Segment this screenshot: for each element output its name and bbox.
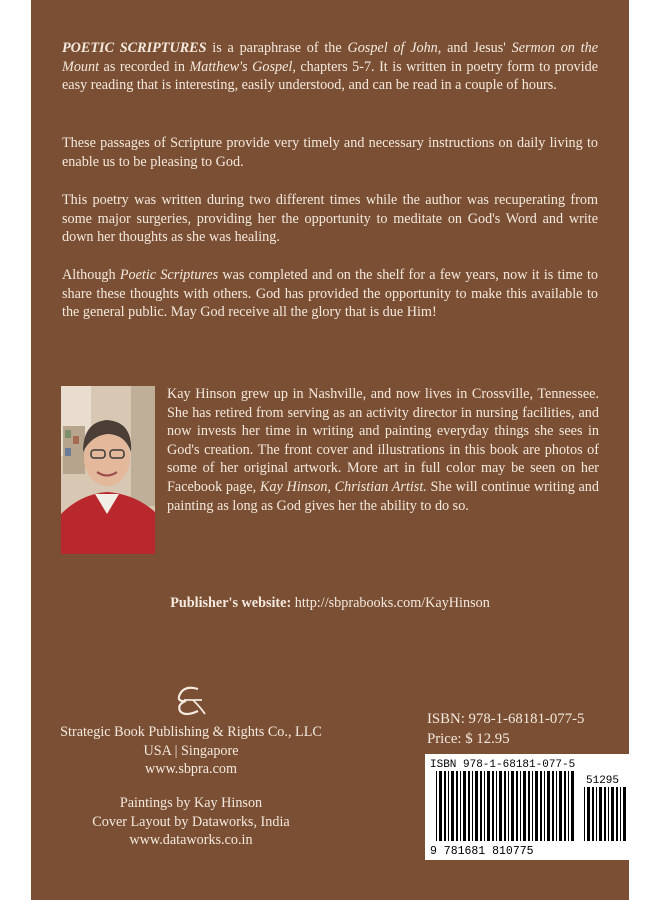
barcode-main-bars — [436, 771, 574, 841]
publisher-website-line — [31, 595, 629, 612]
barcode-bar — [608, 787, 609, 841]
barcode-bar — [592, 787, 594, 841]
barcode-bar — [540, 771, 542, 841]
barcode-isbn-text: ISBN 978-1-68181-077-5 — [430, 759, 576, 771]
barcode-bar — [604, 787, 606, 841]
barcode-bar — [544, 771, 545, 841]
publisher-web: www.sbpra.com — [144, 761, 238, 778]
text-span: is a paraphrase of the — [206, 40, 348, 56]
publisher-info — [51, 723, 331, 779]
barcode-graphic — [426, 755, 634, 859]
publisher-logo-icon — [171, 684, 211, 716]
barcode-bar — [596, 787, 597, 841]
barcode-bar — [492, 771, 494, 841]
barcode-bar — [444, 771, 446, 841]
text-span: and Jesus' — [441, 40, 512, 56]
author-bio — [167, 385, 599, 515]
paintings-credit: Paintings by Kay Hinson — [119, 795, 263, 811]
barcode-bar — [611, 787, 614, 841]
barcode-bar — [520, 771, 521, 841]
book-title-inline: Poetic Scriptures — [119, 267, 219, 283]
barcode-bar — [463, 771, 466, 841]
isbn-line: ISBN: 978-1-68181-077-5 — [427, 711, 585, 727]
description-paragraph-3: This poetry was written during two different times while the author was recuperating from some major surgeries, providing her the opportunity to meditate on God's Word and write down her thoughts as she was healing. — [62, 192, 598, 246]
layout-web: www.dataworks.co.in — [129, 832, 253, 849]
description-paragraph-4 — [62, 266, 598, 322]
barcode-bar — [480, 771, 482, 841]
barcode-addon-digits: 51295 — [586, 775, 620, 787]
barcode-bar — [468, 771, 470, 841]
barcode-bar — [484, 771, 485, 841]
text-span: was completed and on the shelf for a few years, now it is time to share these thoughts with others. God has provided the opportunity to make this available to the general public. May God receive all the glory that is due Him! — [62, 267, 598, 321]
barcode-bar — [599, 787, 602, 841]
barcode-bar — [552, 771, 554, 841]
text-span: Kay Hinson grew up in Nashville, and now lives in Crossville, Tennessee. She has retired from serving as an activity director in nursing facilities, and now invests her time in writing and painting everyday things she sees in God's creation. The front cover and illustrations in this book are photos of some of her original artwork. More art in full color may be seen on her Facebook page, — [167, 386, 599, 495]
credits — [51, 794, 331, 850]
text-span: She will continue writing and painting as long as God gives her the ability to do so. — [167, 478, 599, 514]
barcode-bar — [535, 771, 538, 841]
barcode-bar — [571, 771, 574, 841]
barcode-bar — [460, 771, 461, 841]
matthews-gospel: Matthew's Gospel, — [189, 58, 296, 75]
barcode-bar — [623, 787, 626, 841]
barcode-bar — [556, 771, 557, 841]
barcode-bar — [508, 771, 509, 841]
barcode-bar — [584, 787, 585, 841]
barcode-bar — [504, 771, 506, 841]
barcode-bar — [511, 771, 514, 841]
barcode-bar — [523, 771, 526, 841]
back-cover — [31, 0, 629, 900]
description-paragraph-1 — [62, 39, 598, 95]
barcode-bar — [487, 771, 490, 841]
barcode-ean-digits: 9 781681 810775 — [430, 845, 534, 858]
barcode-bar — [559, 771, 562, 841]
publisher-location: USA | Singapore — [143, 742, 239, 759]
barcode-bar — [456, 771, 458, 841]
barcode-bar — [568, 771, 569, 841]
barcode-addon-bars — [584, 787, 626, 841]
book-title: POETIC SCRIPTURES — [62, 40, 207, 56]
barcode-bar — [496, 771, 497, 841]
barcode-bar — [472, 771, 473, 841]
barcode-bar — [499, 771, 502, 841]
barcode-bar — [439, 771, 442, 841]
barcode-bar — [547, 771, 550, 841]
barcode-bar — [620, 787, 621, 841]
facebook-page-name: Kay Hinson, Christian Artist. — [259, 478, 427, 495]
barcode-bar — [451, 771, 454, 841]
description-paragraph-2: These passages of Scripture provide very timely and necessary instructions on daily living to enable us to be pleasing to God. — [62, 135, 598, 170]
price-line: Price: $ 12.95 — [427, 731, 510, 747]
text-span: as recorded in — [99, 58, 190, 75]
barcode-bar — [564, 771, 566, 841]
sermon-on-the-mount: Sermon on the Mount — [62, 40, 598, 75]
publisher-website-label: Publisher's website: — [170, 595, 292, 611]
layout-credit: Cover Layout by Dataworks, India — [92, 813, 290, 830]
author-photo — [61, 386, 155, 554]
barcode-bar — [528, 771, 530, 841]
barcode-bar — [516, 771, 518, 841]
barcode-bar — [475, 771, 478, 841]
barcode-bar — [616, 787, 618, 841]
barcode-bar — [448, 771, 449, 841]
publisher-website-url: http://sbprabooks.com/KayHinson — [291, 595, 490, 611]
barcode-bar — [532, 771, 533, 841]
publisher-name: Strategic Book Publishing & Rights Co., LLC — [60, 724, 322, 740]
gospel-of-john: Gospel of John, — [347, 40, 442, 56]
barcode-bar — [436, 771, 437, 841]
barcode — [425, 754, 635, 860]
isbn-price — [427, 709, 584, 749]
barcode-bar — [587, 787, 590, 841]
text-span: Although — [62, 267, 120, 283]
text-span: chapters 5-7. It is written in poetry form to provide easy reading that is interesting, easily understood, and can be read in a couple of hours. — [62, 58, 598, 94]
